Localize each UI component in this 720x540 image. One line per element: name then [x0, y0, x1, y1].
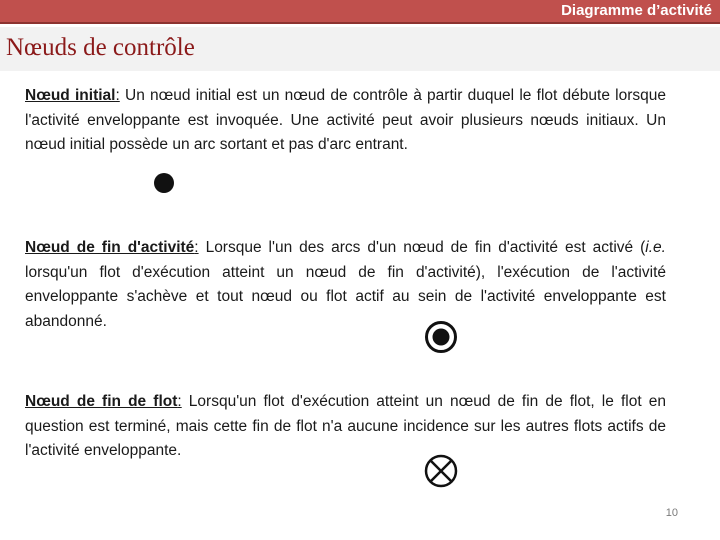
activity-final-node-icon [424, 320, 458, 354]
activity-final-node-paragraph [25, 236, 666, 334]
header-title: Diagramme d’activité [561, 2, 712, 19]
slide-title: Nœuds de contrôle [6, 34, 195, 61]
flow-final-node-term: Nœud de fin de flot [25, 393, 178, 410]
flow-final-node-term-colon: : [177, 393, 182, 410]
activity-final-node-ie: i.e. [645, 239, 666, 256]
initial-node-term: Nœud initial [25, 87, 116, 104]
initial-node-term-colon: : [115, 87, 120, 104]
flow-final-node-icon [423, 453, 459, 489]
initial-node-icon [151, 171, 177, 195]
header-bar [0, 0, 720, 24]
page-number: 10 [665, 507, 678, 519]
activity-final-node-description-start: Lorsque l'un des arcs d'un nœud de fin d'activité est activé ( [198, 239, 646, 256]
flow-final-node-paragraph [25, 390, 666, 464]
initial-node-description: Un nœud initial est un nœud de contrôle à partir duquel le flot débute lorsque l'activité enveloppante est invoquée. Une activité peut avoir plusieurs nœuds initiaux. Un nœud initial possède un arc sortant et pas d'arc entrant. [25, 87, 667, 153]
activity-final-node-description-end: lorsqu'un flot d'exécution atteint un nœud de fin d'activité), l'exécution de l'activité enveloppante s'achève et tout nœud ou flot actif au sein de l'activité enveloppante est abandonné. [25, 263, 666, 330]
initial-node-paragraph [25, 84, 666, 158]
activity-final-node-term-colon: : [194, 239, 199, 256]
flow-final-node-description: Lorsqu'un flot d'exécution atteint un nœud de fin de flot, le flot en question est terminé, mais cette fin de flot n'a aucune incidence sur les autres flots actifs de l'activité enveloppante. [25, 393, 666, 459]
activity-final-node-term: Nœud de fin d'activité [25, 239, 195, 256]
